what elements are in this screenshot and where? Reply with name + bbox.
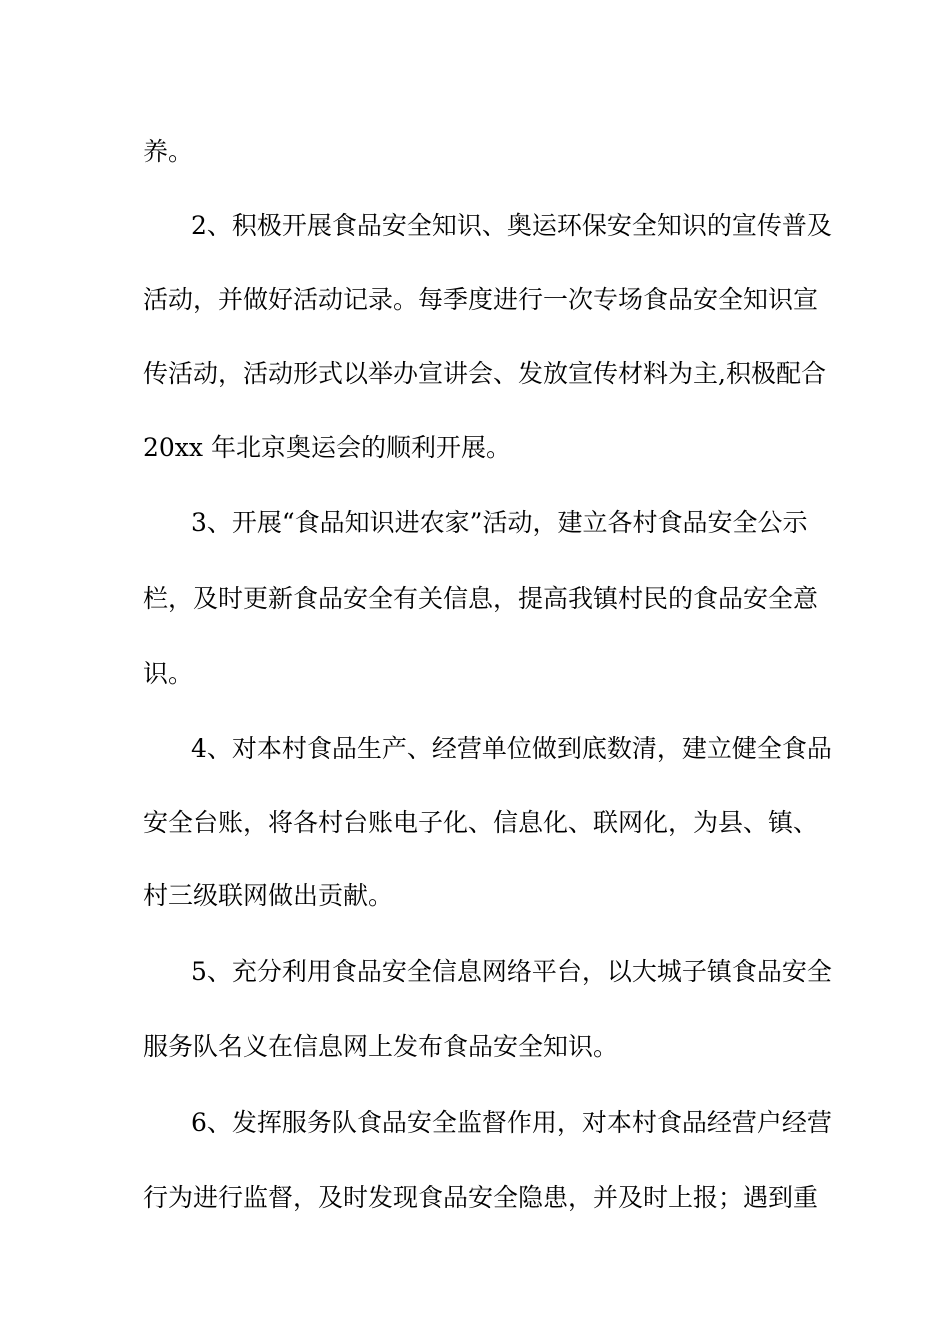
text-line: 传活动，活动形式以举办宣讲会、发放宣传材料为主,积极配合 (143, 359, 826, 388)
text-line: 栏，及时更新食品安全有关信息，提高我镇村民的食品安全意 (143, 584, 819, 613)
text-line: 活动，并做好活动记录。每季度进行一次专场食品安全知识宣 (143, 285, 819, 314)
paragraph-6-line-1: 6、发挥服务队食品安全监督作用，对本村食品经营户经营 (191, 1108, 832, 1137)
text-line: 村三级联网做出贡献。 (143, 881, 394, 910)
text-line: 养。 (143, 137, 194, 166)
text-line: 20xx 年北京奥运会的顺利开展。 (143, 433, 511, 462)
text-line: 安全台账，将各村台账电子化、信息化、联网化，为县、镇、 (143, 808, 819, 837)
text-line: 识。 (143, 659, 194, 688)
paragraph-4-line-1: 4、对本村食品生产、经营单位做到底数清，建立健全食品 (191, 734, 832, 763)
paragraph-5-line-1: 5、充分利用食品安全信息网络平台，以大城子镇食品安全 (191, 957, 832, 986)
paragraph-2-line-1: 2、积极开展食品安全知识、奥运环保安全知识的宣传普及 (191, 211, 832, 240)
text-line: 行为进行监督，及时发现食品安全隐患，并及时上报；遇到重 (143, 1183, 819, 1212)
text-line: 服务队名义在信息网上发布食品安全知识。 (143, 1032, 619, 1061)
paragraph-3-line-1: 3、开展“食品知识进农家”活动，建立各村食品安全公示 (191, 508, 808, 537)
